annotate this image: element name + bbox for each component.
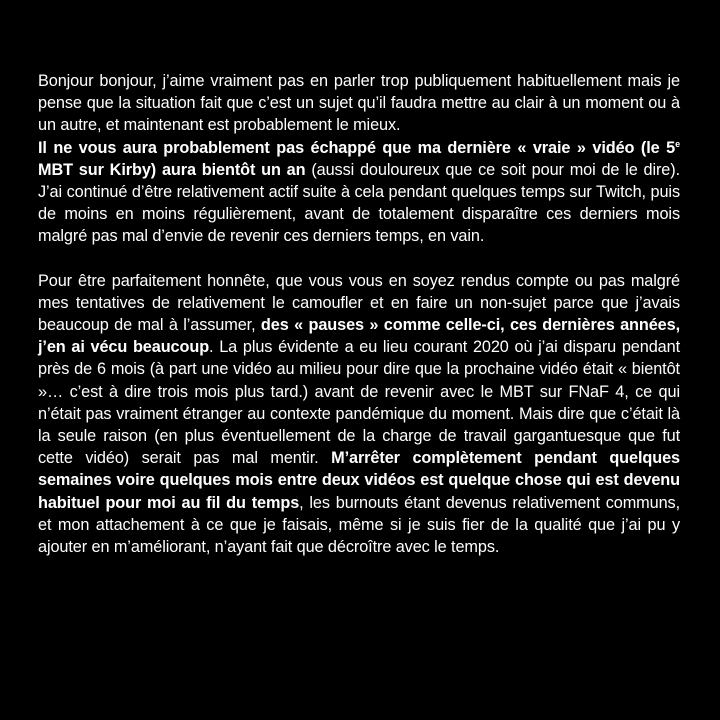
pauses-text-3: , les burnouts étant devenus relativement communs, et mon attachement à ce que je faisais, même si je suis fier de la qualité que j’ai pu y ajouter en m’améliorant, n’ayant fait que décroître avec le temps.: [38, 493, 680, 557]
last-video-bold-1: Il ne vous aura probablement pas échappé que ma dernière « vraie » vidéo (le 5: [38, 138, 676, 157]
pauses-bold-2: M’arrêter complètement pendant quelques semaines voire quelques mois entre deux vidéos est quelque chose qui est devenu habituel pour moi au fil du temps: [38, 449, 680, 512]
intro-text: Bonjour bonjour, j’aime vraiment pas en parler trop publiquement habituellement mais je pense que la situation fait que c’est un sujet qu’il faudra mettre au clair à un moment ou à un autre, et maintenant est probablement le mieux.: [38, 72, 680, 135]
paragraph-spacer: [38, 248, 680, 270]
intro-paragraph: [38, 70, 680, 137]
pauses-bold-1: des « pauses » comme celle-ci, ces dernières années, j’en ai vécu beaucoup: [38, 316, 681, 357]
document-body: [38, 70, 680, 558]
pauses-text-2: . La plus évidente a eu lieu courant 2020 où j’ai disparu pendant près de 6 mois (à part une vidéo au milieu pour dire que la prochaine vidéo était « bientôt »… c’est à dire trois mois plus tard.) avant de revenir avec le MBT sur FNaF 4, ce qui n’était pas vraiment étranger au contexte pandémique du moment. Mais dire que c’était là la seule raison (en plus éventuellement de la charge de travail gargantuesque que fut cette vidéo) serait pas mal mentir.: [38, 338, 680, 468]
last-video-bold-2: MBT sur Kirby) aura bientôt un an: [38, 160, 306, 179]
last-video-paragraph: [38, 137, 680, 248]
ordinal-superscript: e: [675, 138, 680, 149]
last-video-text: (aussi douloureux que ce soit pour moi de le dire). J’ai continué d’être relativement actif suite à cela pendant quelques temps sur Twitch, puis de moins en moins régulièrement, avant de totalement disparaître ces derniers mois malgré pas mal d’envie de revenir ces derniers temps, en vain.: [38, 160, 680, 246]
pauses-text-1: Pour être parfaitement honnête, que vous vous en soyez rendus compte ou pas malgré mes tentatives de relativement le camoufler et en faire un non-sujet parce que j’avais beaucoup de mal à l’assumer,: [38, 271, 680, 335]
pauses-paragraph: [38, 270, 680, 559]
